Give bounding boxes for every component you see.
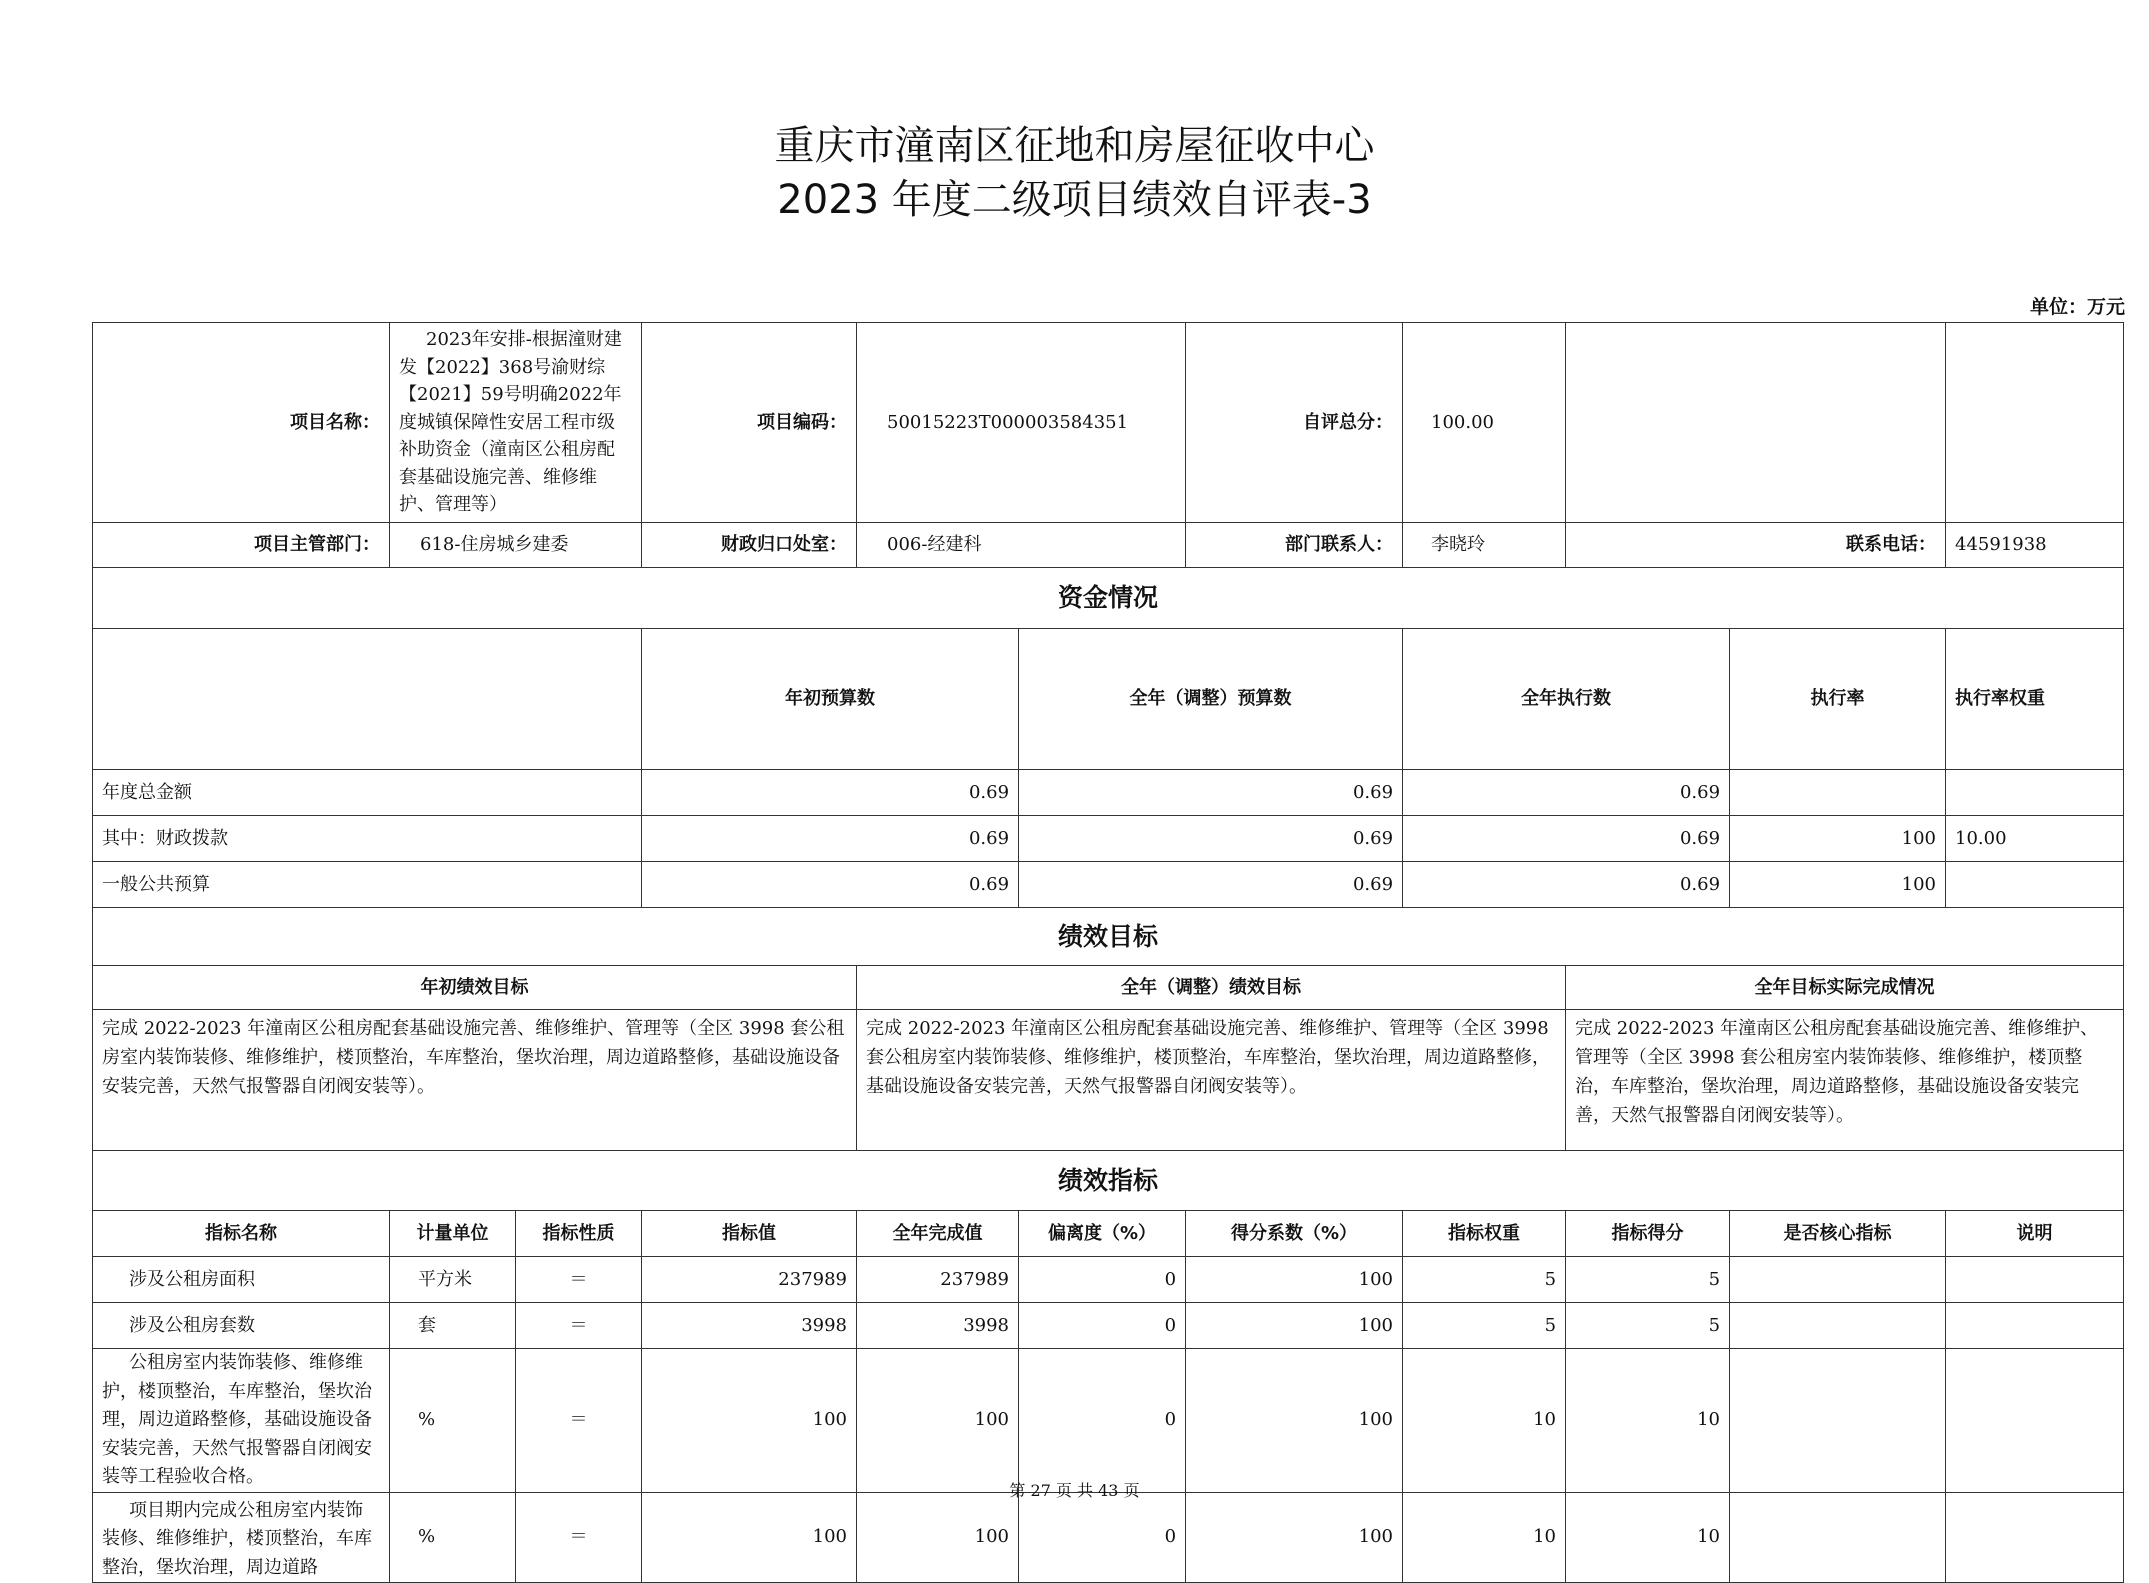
ind-nature: ＝	[516, 1349, 642, 1493]
ind-core	[1730, 1303, 1946, 1349]
ind-target: 100	[642, 1492, 857, 1583]
ind-name: 公租房室内装饰装修、维修维护，楼顶整治，车库整治，堡坎治理，周边道路整修，基础设施设备安装完善，天然气报警器自闭阀安装等工程验收合格。	[93, 1349, 390, 1493]
indicator-row	[93, 1492, 2124, 1583]
ind-target: 100	[642, 1349, 857, 1493]
ind-actual: 100	[857, 1492, 1019, 1583]
ind-actual: 100	[857, 1349, 1019, 1493]
ind-col-nature: 指标性质	[516, 1211, 642, 1257]
ind-col-name: 指标名称	[93, 1211, 390, 1257]
ind-core	[1730, 1492, 1946, 1583]
project-code-value: 50015223T000003584351	[857, 323, 1186, 523]
ind-col-actual: 全年完成值	[857, 1211, 1019, 1257]
indicators-section-title: 绩效指标	[93, 1151, 2124, 1211]
ind-nature: ＝	[516, 1492, 642, 1583]
ind-coef: 100	[1186, 1303, 1403, 1349]
ind-score: 5	[1566, 1257, 1730, 1303]
ind-score: 10	[1566, 1349, 1730, 1493]
goals-section-header	[93, 908, 2124, 966]
ind-unit: %	[390, 1349, 516, 1493]
indicator-row	[93, 1349, 2124, 1493]
funds-executed: 0.69	[1403, 770, 1730, 816]
funds-rate: 100	[1730, 862, 1946, 908]
funds-section-title: 资金情况	[93, 568, 2124, 629]
indicators-column-header-row	[93, 1211, 2124, 1257]
project-name-label: 项目名称：	[93, 323, 390, 523]
department-row	[93, 523, 2124, 568]
goals-actual-text: 完成 2022-2023 年潼南区公租房配套基础设施完善、维修维护、管理等（全区 3998 套公租房室内装饰装修、维修维护，楼顶整治，车库整治，堡坎治理，周边道路整修，基础设施设备安装完善，天然气报警器自闭阀安装等）。	[1566, 1010, 2124, 1151]
funds-row	[93, 816, 2124, 862]
empty-cell	[93, 629, 642, 770]
total-score-value: 100.00	[1403, 323, 1566, 523]
ind-col-target: 指标值	[642, 1211, 857, 1257]
funds-col-rate: 执行率	[1730, 629, 1946, 770]
ind-weight: 5	[1403, 1303, 1566, 1349]
funds-adjusted: 0.69	[1019, 816, 1403, 862]
ind-col-note: 说明	[1946, 1211, 2124, 1257]
ind-score: 10	[1566, 1492, 1730, 1583]
ind-col-core: 是否核心指标	[1730, 1211, 1946, 1257]
funds-rate	[1730, 770, 1946, 816]
ind-deviation: 0	[1019, 1303, 1186, 1349]
funds-row-label: 一般公共预算	[93, 862, 642, 908]
contact-label: 部门联系人：	[1186, 523, 1403, 568]
ind-score: 5	[1566, 1303, 1730, 1349]
funds-row	[93, 770, 2124, 816]
goals-column-header-row	[93, 966, 2124, 1010]
funds-rate: 100	[1730, 816, 1946, 862]
funds-section-header	[93, 568, 2124, 629]
ind-coef: 100	[1186, 1257, 1403, 1303]
ind-note	[1946, 1303, 2124, 1349]
ind-target: 237989	[642, 1257, 857, 1303]
indicator-row	[93, 1303, 2124, 1349]
ind-weight: 10	[1403, 1492, 1566, 1583]
funds-initial: 0.69	[642, 770, 1019, 816]
funds-column-header-row	[93, 629, 2124, 770]
funds-initial: 0.69	[642, 862, 1019, 908]
dept-value: 618-住房城乡建委	[390, 523, 642, 568]
ind-deviation: 0	[1019, 1257, 1186, 1303]
empty-cell	[1946, 323, 2124, 523]
ind-col-coef: 得分系数（%）	[1186, 1211, 1403, 1257]
project-code-label: 项目编码：	[642, 323, 857, 523]
ind-coef: 100	[1186, 1492, 1403, 1583]
ind-deviation: 0	[1019, 1349, 1186, 1493]
project-info-row	[93, 323, 2124, 523]
ind-note	[1946, 1492, 2124, 1583]
ind-col-deviation: 偏离度（%）	[1019, 1211, 1186, 1257]
ind-weight: 5	[1403, 1257, 1566, 1303]
funds-adjusted: 0.69	[1019, 770, 1403, 816]
funds-weight: 10.00	[1946, 816, 2124, 862]
funds-executed: 0.69	[1403, 816, 1730, 862]
ind-nature: ＝	[516, 1257, 642, 1303]
finance-office-value: 006-经建科	[857, 523, 1186, 568]
indicator-row	[93, 1257, 2124, 1303]
funds-col-initial: 年初预算数	[642, 629, 1019, 770]
evaluation-table	[92, 322, 2124, 1583]
goals-adjusted-text: 完成 2022-2023 年潼南区公租房配套基础设施完善、维修维护、管理等（全区 3998 套公租房室内装饰装修、维修维护，楼顶整治，车库整治，堡坎治理，周边道路整修，基础设施设备安装完善，天然气报警器自闭阀安装等）。	[857, 1010, 1566, 1151]
ind-actual: 237989	[857, 1257, 1019, 1303]
funds-col-weight: 执行率权重	[1946, 629, 2124, 770]
total-score-label: 自评总分：	[1186, 323, 1403, 523]
ind-name: 涉及公租房套数	[93, 1303, 390, 1349]
goals-col-adjusted: 全年（调整）绩效目标	[857, 966, 1566, 1010]
goals-content-row	[93, 1010, 2124, 1151]
empty-cell	[1566, 323, 1946, 523]
dept-label: 项目主管部门：	[93, 523, 390, 568]
ind-unit: %	[390, 1492, 516, 1583]
ind-core	[1730, 1257, 1946, 1303]
ind-target: 3998	[642, 1303, 857, 1349]
indicators-section-header	[93, 1151, 2124, 1211]
funds-row	[93, 862, 2124, 908]
finance-office-label: 财政归口处室：	[642, 523, 857, 568]
funds-row-label: 年度总金额	[93, 770, 642, 816]
funds-initial: 0.69	[642, 816, 1019, 862]
ind-col-weight: 指标权重	[1403, 1211, 1566, 1257]
ind-col-score: 指标得分	[1566, 1211, 1730, 1257]
ind-deviation: 0	[1019, 1492, 1186, 1583]
funds-weight	[1946, 862, 2124, 908]
goals-col-initial: 年初绩效目标	[93, 966, 857, 1010]
phone-label: 联系电话：	[1566, 523, 1946, 568]
ind-weight: 10	[1403, 1349, 1566, 1493]
funds-col-executed: 全年执行数	[1403, 629, 1730, 770]
page-title: 重庆市潼南区征地和房屋征收中心	[774, 123, 1375, 169]
ind-unit: 平方米	[390, 1257, 516, 1303]
ind-actual: 3998	[857, 1303, 1019, 1349]
page-subtitle: 2023 年度二级项目绩效自评表-3	[777, 177, 1372, 223]
page-number: 第 27 页 共 43 页	[1009, 1481, 1140, 1500]
goals-col-actual: 全年目标实际完成情况	[1566, 966, 2124, 1010]
phone-value: 44591938	[1946, 523, 2124, 568]
ind-core	[1730, 1349, 1946, 1493]
funds-col-adjusted: 全年（调整）预算数	[1019, 629, 1403, 770]
project-name-value: 2023年安排-根据潼财建发【2022】368号渝财综【2021】59号明确2022年度城镇保障性安居工程市级补助资金（潼南区公租房配套基础设施完善、维修维护、管理等）	[390, 323, 642, 523]
funds-adjusted: 0.69	[1019, 862, 1403, 908]
unit-label: 单位：万元	[2029, 296, 2125, 318]
ind-note	[1946, 1257, 2124, 1303]
ind-note	[1946, 1349, 2124, 1493]
contact-value: 李晓玲	[1403, 523, 1566, 568]
ind-name: 项目期内完成公租房室内装饰装修、维修维护，楼顶整治，车库整治，堡坎治理，周边道路	[93, 1492, 390, 1583]
funds-executed: 0.69	[1403, 862, 1730, 908]
goals-section-title: 绩效目标	[93, 908, 2124, 966]
ind-name: 涉及公租房面积	[93, 1257, 390, 1303]
funds-weight	[1946, 770, 2124, 816]
ind-col-unit: 计量单位	[390, 1211, 516, 1257]
ind-unit: 套	[390, 1303, 516, 1349]
goals-initial-text: 完成 2022-2023 年潼南区公租房配套基础设施完善、维修维护、管理等（全区 3998 套公租房室内装饰装修、维修维护，楼顶整治，车库整治，堡坎治理，周边道路整修，基础设施设备安装完善，天然气报警器自闭阀安装等）。	[93, 1010, 857, 1151]
funds-row-label: 其中：财政拨款	[93, 816, 642, 862]
ind-coef: 100	[1186, 1349, 1403, 1493]
ind-nature: ＝	[516, 1303, 642, 1349]
